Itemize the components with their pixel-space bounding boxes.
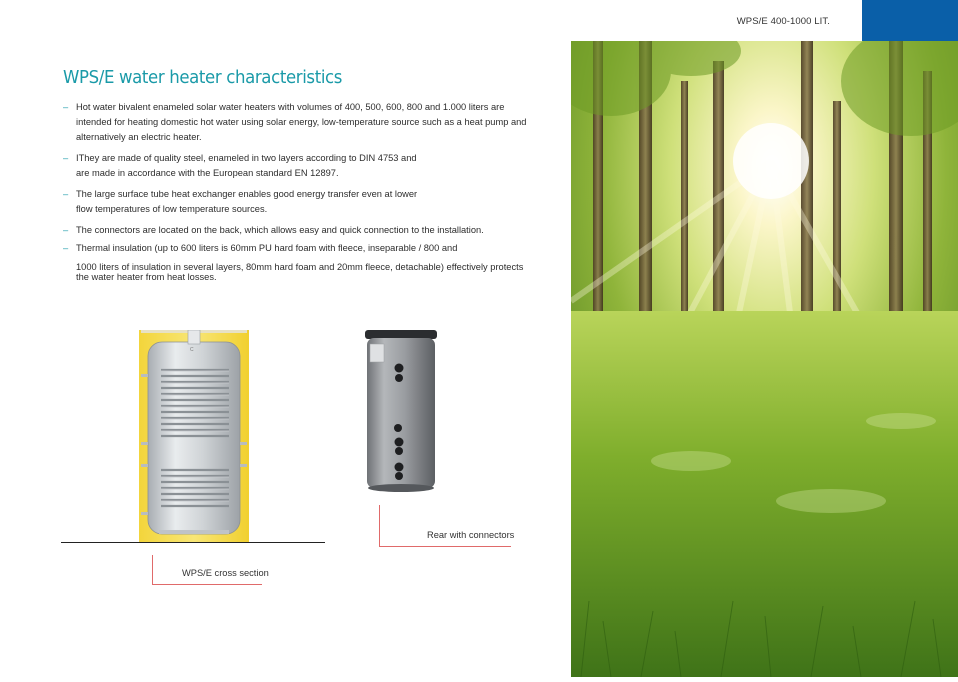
list-item-text: Thermal insulation (up to 600 liters is 60mm PU hard foam with fleece, inseparable / 800 and 1000 liters of insulation in several layers, 80mm hard foam and 20mm fleece, detachable) effectively protects the water heater from heat losses. <box>76 243 524 282</box>
ground-line <box>61 542 325 543</box>
list-item <box>63 223 533 238</box>
dash-marker: – <box>63 102 69 112</box>
dash-marker: – <box>63 225 69 235</box>
dash-marker: – <box>63 243 69 253</box>
list-item <box>63 244 533 282</box>
characteristics-list <box>63 100 533 288</box>
list-item <box>63 100 533 145</box>
list-item-text: Hot water bivalent enameled solar water heaters with volumes of 400, 500, 600, 800 and 1.000 liters are intended for heating domestic hot water using solar energy, low-temperature source such as a heat pump and alternatively an electric heater. <box>76 102 527 142</box>
rear-caption: Rear with connectors <box>427 530 515 540</box>
page-title: WPS/E water heater characteristics <box>63 67 343 88</box>
list-item-text: IThey are made of quality steel, enameled in two layers according to DIN 4753 and are made in accordance with the European standard EN 12897. <box>76 153 417 178</box>
cross-section-mark: C <box>190 347 194 353</box>
dash-marker: – <box>63 153 69 163</box>
header-tag: WPS/E 400-1000 LIT. <box>736 16 830 27</box>
rear-tank-illustration <box>362 330 440 495</box>
cross-section-caption: WPS/E cross section <box>182 568 269 578</box>
list-item-text: The connectors are located on the back, which allows easy and quick connection to the installation. <box>76 225 484 235</box>
list-item <box>63 151 533 181</box>
caption-underline <box>152 584 262 585</box>
list-item <box>63 187 533 217</box>
list-item-text: The large surface tube heat exchanger enables good energy transfer even at lower flow temperatures of low temperature sources. <box>76 189 418 214</box>
caption-bracket <box>379 505 380 547</box>
caption-bracket <box>152 555 153 585</box>
caption-underline <box>379 546 511 547</box>
forest-sunlight-image <box>571 41 958 677</box>
header-accent-block <box>862 0 958 41</box>
cross-section-illustration <box>139 330 249 543</box>
dash-marker: – <box>63 189 69 199</box>
